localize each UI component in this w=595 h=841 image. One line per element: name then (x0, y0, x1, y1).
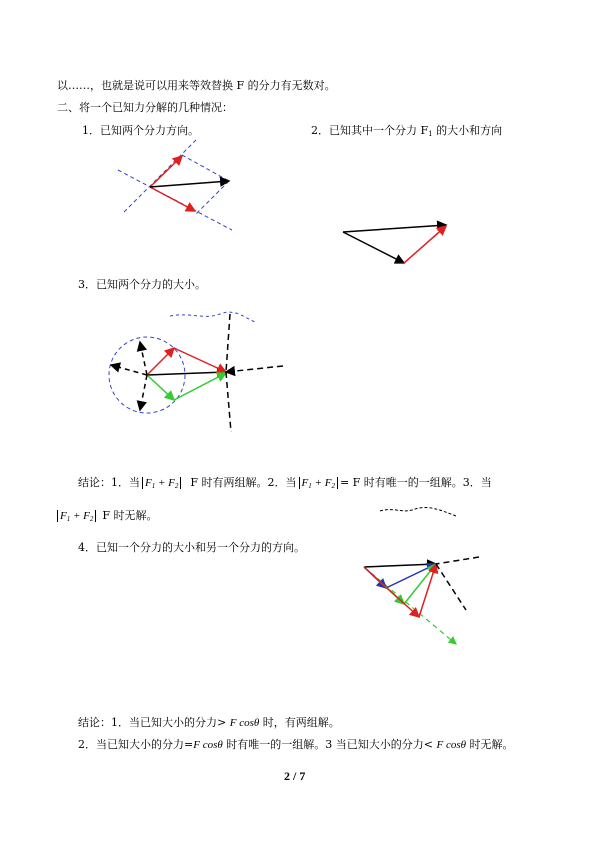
conclusion-2-line1: 结论：1．当已知大小的分力> F cosθ 时，有两组解。 (78, 716, 340, 729)
force-component-arrow (147, 348, 174, 375)
force-component-arrow (147, 375, 174, 400)
fig4 (364, 557, 479, 644)
resultant-force-arrow (364, 564, 436, 567)
conclusion-1-line2: $F_1 + F_2$ F 时无解。 (57, 509, 158, 526)
dashed-arc (380, 508, 456, 516)
fig2 (343, 225, 446, 263)
dashed-parallel-1 (182, 155, 229, 181)
force-component-arrow (174, 348, 226, 372)
paragraph-continuation: 以……，也就是说可以用来等效替换 F 的分力有无数对。 (57, 79, 336, 92)
force-component-arrow (150, 156, 182, 187)
case-4-heading: 4．已知一个分力的大小和另一个分力的方向。 (78, 541, 305, 554)
dashed-arrow (226, 366, 283, 372)
case-1-heading: 1．已知两个分力方向。 (82, 124, 199, 137)
force-component-arrow (364, 567, 419, 617)
resultant-force-arrow (150, 181, 229, 187)
section-heading: 二、将一个已知力分解的几种情况： (57, 101, 233, 114)
dashed-arrow (140, 342, 147, 375)
fig3 (109, 312, 283, 432)
resultant-force-arrow (343, 225, 446, 232)
dashed-arc (170, 312, 255, 322)
dashed-arrow (140, 375, 147, 410)
conclusion-2-line2: 2．当已知大小的分力=F cosθ 时有唯一的一组解。3 当已知大小的分力< F cosθ 时无解。 (78, 738, 514, 751)
dashed-line (226, 314, 230, 372)
force-component-arrow (174, 373, 226, 400)
dashed-line (436, 557, 479, 564)
dashed-arrow (111, 365, 147, 375)
force-component-arrow (386, 564, 436, 588)
dashed-direction-line-2 (124, 140, 196, 212)
force-component-arrow (404, 564, 436, 604)
fig1 (118, 140, 232, 230)
page-number: 2 / 7 (284, 769, 306, 783)
conclusion-1-line1: 结论：1．当 $F_1 + F_2$ F 时有两组解。2．当 $F_1 + F_2 = F$ 时有唯一的一组解。3．当 (78, 476, 492, 490)
dashed-parallel-2 (196, 181, 229, 214)
dashed-line (226, 372, 231, 432)
case-2-heading: 2．已知其中一个分力 $F_1$ 的大小和方向 (311, 124, 503, 138)
dashed-line (436, 564, 466, 610)
resultant-force-arrow (147, 372, 226, 375)
case-3-heading: 3．已知两个分力的大小。 (78, 278, 206, 291)
force-component-arrow (150, 187, 195, 211)
force-component-arrow (419, 564, 436, 617)
known-component-arrow (404, 226, 446, 263)
force-component-arrow (343, 232, 404, 263)
